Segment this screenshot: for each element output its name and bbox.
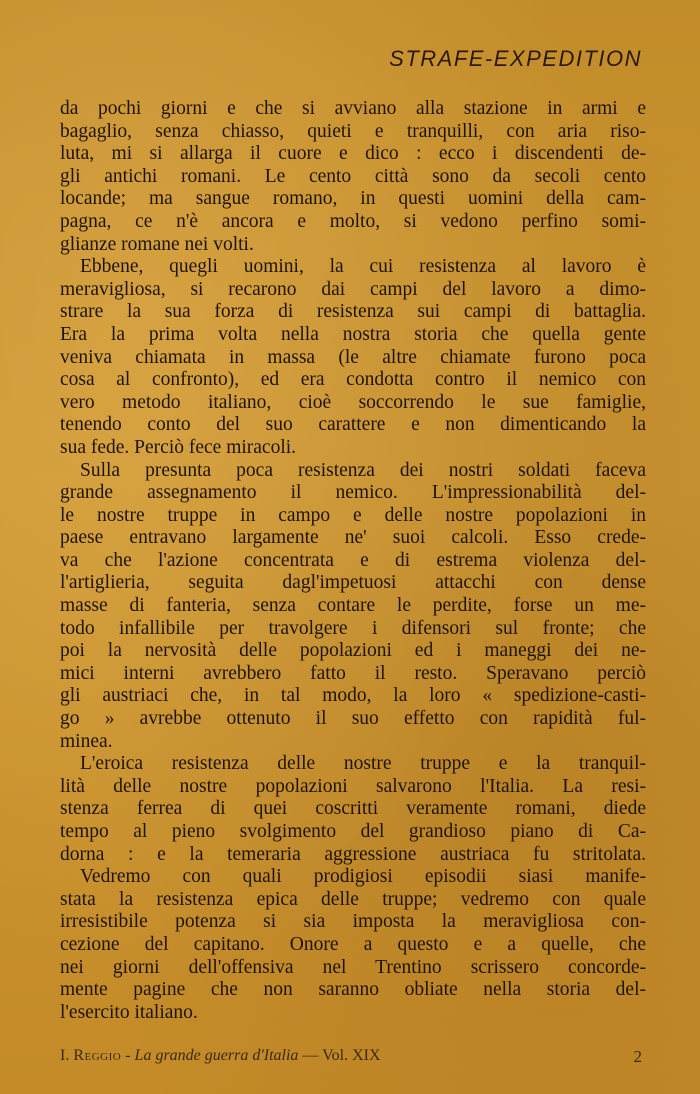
text-line: le nostre truppe in campo e delle nostre popolazioni in bbox=[60, 504, 646, 526]
text-line: luta, mi si allarga il cuore e dico : ecco i discendenti de- bbox=[60, 143, 646, 165]
text-line: l'artiglieria, seguita dagl'impetuosi attacchi con dense bbox=[60, 572, 646, 594]
author-name: Reggio bbox=[73, 1047, 122, 1064]
text-line: poi la nervosità delle popolazioni ed i maneggi dei ne- bbox=[60, 640, 646, 662]
text-line: Sulla presunta poca resistenza dei nostri soldati faceva bbox=[80, 459, 646, 481]
text-line: va che l'azione concentrata e di estrema violenza del- bbox=[60, 549, 646, 571]
text-line: Vedremo con quali prodigiosi episodii siasi manife- bbox=[80, 866, 646, 888]
text-line: sua fede. Perciò fece miracoli. bbox=[60, 436, 297, 458]
text-line: grande assegnamento il nemico. L'impressionabilità del- bbox=[60, 482, 646, 504]
text-line: minea. bbox=[60, 730, 113, 752]
text-line: strare la sua forza di resistenza sui campi di battaglia. bbox=[60, 301, 646, 323]
running-title: STRAFE-EXPEDITION bbox=[389, 46, 642, 71]
text-line: go » avrebbe ottenuto il suo effetto con rapidità ful- bbox=[60, 708, 646, 730]
text-line: mente pagine che non saranno obliate nella storia del- bbox=[60, 979, 646, 1001]
text-line: stenza ferrea di quei coscritti veramente romani, diede bbox=[60, 798, 646, 820]
text-line: veniva chiamata in massa (le altre chiamate furono poca bbox=[60, 346, 646, 368]
text-line: mici interni avrebbero fatto il resto. Speravano perciò bbox=[60, 662, 646, 684]
text-line: todo infallibile per travolgere i difensori sul fronte; che bbox=[60, 617, 646, 639]
text-line: gli antichi romani. Le cento città sono da secoli cento bbox=[60, 165, 646, 187]
text-line: masse di fanteria, senza contare le perdite, forse un me- bbox=[60, 595, 646, 617]
body-text bbox=[60, 98, 646, 1024]
text-line: cezione del capitano. Onore a questo e a quelle, che bbox=[60, 933, 646, 955]
footer-dash: — bbox=[302, 1047, 319, 1064]
text-line: tempo al pieno svolgimento del grandioso piano di Ca- bbox=[60, 821, 646, 842]
text-line: cosa al confronto), ed era condotta contro il nemico con bbox=[60, 369, 646, 391]
text-line: dorna : e la temeraria aggressione austriaca fu stritolata. bbox=[60, 843, 646, 865]
text-line: paese entravano largamente ne' suoi calcoli. Esso crede- bbox=[60, 527, 646, 549]
text-line: Ebbene, quegli uomini, la cui resistenza al lavoro è bbox=[80, 256, 646, 278]
footer-separator: - bbox=[125, 1047, 131, 1064]
text-line: nei giorni dell'offensiva nel Trentino scrissero concorde- bbox=[60, 956, 646, 978]
text-line: tenendo conto del suo carattere e non dimenticando la bbox=[60, 414, 646, 436]
text-line: Era la prima volta nella nostra storia che quella gente bbox=[60, 323, 646, 345]
text-line: bagaglio, senza chiasso, quieti e tranquilli, con aria riso- bbox=[60, 120, 646, 142]
text-line: gli austriaci che, in tal modo, la loro « spedizione-casti- bbox=[60, 685, 646, 707]
text-line: da pochi giorni e che si avviano alla stazione in armi e bbox=[60, 98, 646, 119]
volume-number: Vol. XIX bbox=[322, 1047, 381, 1064]
author-initial: I. bbox=[60, 1047, 70, 1064]
text-line: glianze romane nei volti. bbox=[60, 233, 254, 255]
text-line: vero metodo italiano, cioè soccorrendo le sue famiglie, bbox=[60, 391, 646, 413]
text-line: stata la resistenza epica delle truppe; vedremo con quale bbox=[60, 888, 646, 910]
text-line: locande; ma sangue romano, in questi uomini della cam- bbox=[60, 188, 646, 210]
text-line: pagna, ce n'è ancora e molto, si vedono perfino somi- bbox=[60, 210, 646, 232]
text-line: lità delle nostre popolazioni salvarono l'Italia. La resi- bbox=[60, 775, 646, 797]
page-number: 2 bbox=[633, 1047, 642, 1066]
text-line: meravigliosa, si recarono dai campi del lavoro a dimo- bbox=[60, 278, 646, 300]
book-title: La grande guerra d'Italia bbox=[134, 1047, 299, 1064]
text-line: irresistibile potenza si sia imposta la meravigliosa con- bbox=[60, 911, 646, 933]
footer-credit bbox=[60, 1047, 381, 1065]
text-line: L'eroica resistenza delle nostre truppe e la tranquil- bbox=[80, 753, 646, 775]
text-line: l'esercito italiano. bbox=[60, 1001, 198, 1023]
